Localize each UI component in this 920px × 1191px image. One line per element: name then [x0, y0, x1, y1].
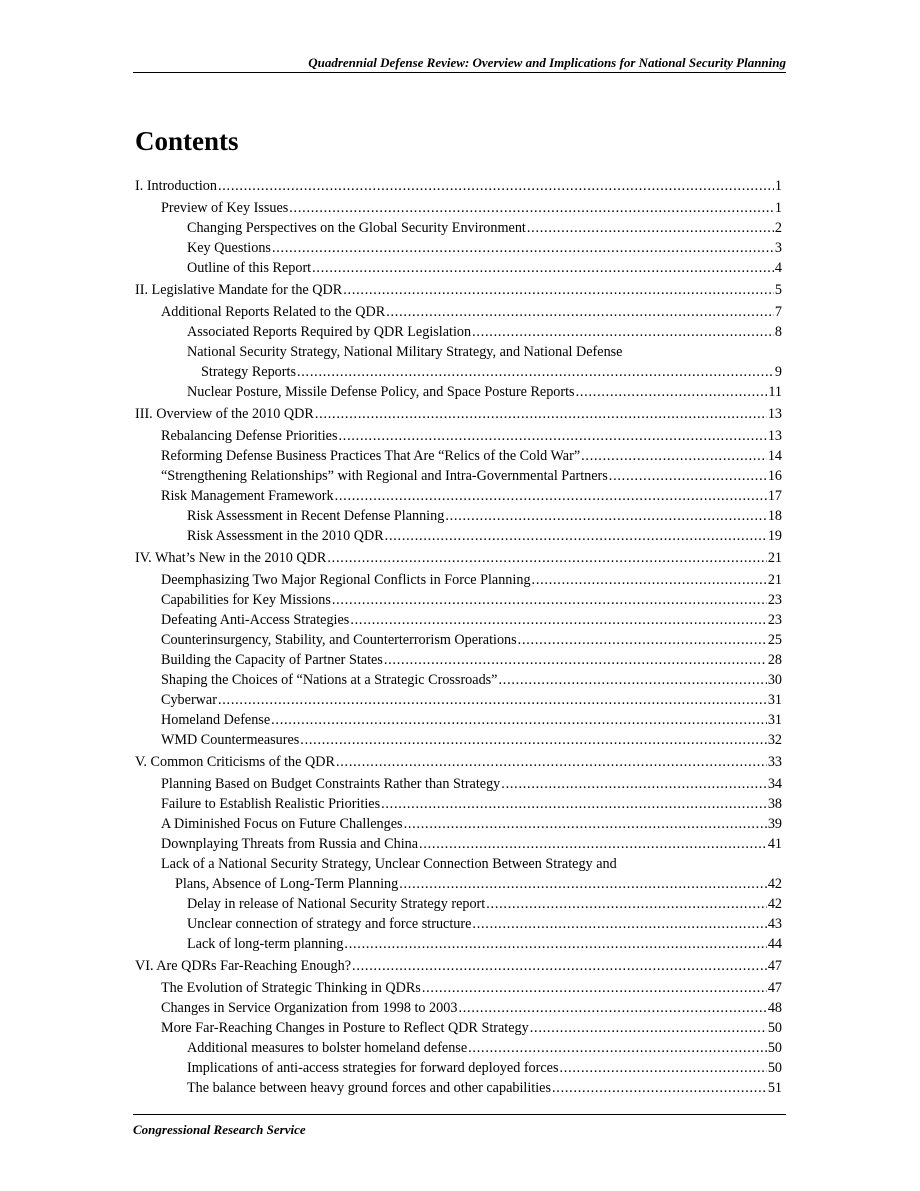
toc-leader-dots [609, 466, 767, 486]
toc-page-number: 38 [767, 796, 782, 812]
toc-entry[interactable] [135, 1078, 782, 1098]
toc-leader-dots [336, 752, 767, 772]
toc-entry[interactable] [135, 258, 782, 278]
toc-entry-label: Deemphasizing Two Major Regional Conflicts in Force Planning [161, 572, 531, 588]
toc-page-number: 39 [767, 816, 782, 832]
toc-entry[interactable] [135, 570, 782, 590]
toc-leader-dots [381, 794, 767, 814]
running-header [133, 54, 786, 73]
toc-entry-label: III. Overview of the 2010 QDR [135, 406, 314, 422]
toc-leader-dots [486, 894, 767, 914]
toc-page-number: 1 [774, 178, 782, 194]
toc-page-number: 51 [767, 1080, 782, 1096]
toc-entry-label: Changes in Service Organization from 1998 to 2003 [161, 1000, 458, 1016]
toc-entry[interactable] [135, 814, 782, 834]
toc-entry[interactable] [135, 934, 782, 954]
toc-page-number: 50 [767, 1020, 782, 1036]
toc-page-number: 7 [774, 304, 782, 320]
toc-page-number: 32 [767, 732, 782, 748]
toc-entry-label: Risk Assessment in the 2010 QDR [187, 528, 384, 544]
footer-publisher: Congressional Research Service [133, 1122, 306, 1137]
toc-page-number: 14 [767, 448, 782, 464]
toc-entry[interactable] [135, 198, 782, 218]
toc-leader-dots [468, 1038, 767, 1058]
toc-page-number: 5 [774, 282, 782, 298]
page-footer [133, 1114, 786, 1139]
toc-page-number: 50 [767, 1060, 782, 1076]
toc-page-number: 33 [767, 754, 782, 770]
toc-entry[interactable] [135, 690, 782, 710]
toc-entry-label: Risk Management Framework [161, 488, 334, 504]
toc-page-number: 1 [774, 200, 782, 216]
toc-entry[interactable] [135, 630, 782, 650]
toc-page-number: 8 [774, 324, 782, 340]
toc-entry[interactable] [135, 506, 782, 526]
toc-page-number: 47 [767, 958, 782, 974]
toc-page-number: 9 [774, 364, 782, 380]
toc-page-number: 11 [768, 384, 782, 400]
toc-entry-label: Strategy Reports [201, 364, 296, 380]
toc-leader-dots [297, 362, 774, 382]
toc-entry[interactable] [135, 280, 782, 300]
toc-entry-label: Key Questions [187, 240, 271, 256]
toc-page-number: 2 [774, 220, 782, 236]
toc-entry-label: Failure to Establish Realistic Priorities [161, 796, 381, 812]
toc-page-number: 21 [767, 550, 782, 566]
toc-entry[interactable] [135, 446, 782, 466]
toc-leader-dots [399, 874, 767, 894]
toc-entry-label: Shaping the Choices of “Nations at a Strategic Crossroads” [161, 672, 498, 688]
toc-page-number: 41 [767, 836, 782, 852]
toc-entry-label: Plans, Absence of Long-Term Planning [175, 876, 399, 892]
toc-entry[interactable] [135, 238, 782, 258]
toc-page-number: 44 [767, 936, 782, 952]
toc-leader-dots [327, 548, 766, 568]
toc-entry-label: VI. Are QDRs Far-Reaching Enough? [135, 958, 352, 974]
toc-entry[interactable] [135, 794, 782, 814]
toc-page-number: 43 [767, 916, 782, 932]
toc-entry[interactable] [135, 404, 782, 424]
toc-entry[interactable] [135, 302, 782, 322]
toc-page-number: 13 [767, 406, 782, 422]
toc-page-number: 13 [767, 428, 782, 444]
toc-leader-dots [472, 322, 774, 342]
toc-entry[interactable] [135, 956, 782, 976]
toc-page-number: 31 [767, 692, 782, 708]
toc-entry[interactable] [135, 650, 782, 670]
toc-entry-label: Additional Reports Related to the QDR [161, 304, 386, 320]
toc-leader-dots [552, 1078, 767, 1098]
toc-entry-label: Additional measures to bolster homeland defense [187, 1040, 468, 1056]
toc-leader-dots [560, 1058, 767, 1078]
toc-entry-label: Rebalancing Defense Priorities [161, 428, 338, 444]
toc-entry[interactable] [135, 978, 782, 998]
page-title: Contents [135, 126, 239, 156]
toc-leader-dots [576, 382, 768, 402]
toc-page-number: 16 [767, 468, 782, 484]
toc-page-number: 3 [774, 240, 782, 256]
toc-entry-label: II. Legislative Mandate for the QDR [135, 282, 343, 298]
toc-leader-dots [472, 914, 766, 934]
toc-entry[interactable] [135, 710, 782, 730]
toc-entry-label: The balance between heavy ground forces and other capabilities [187, 1080, 551, 1096]
toc-leader-dots [581, 446, 767, 466]
toc-entry[interactable] [135, 610, 782, 630]
toc-leader-dots [422, 978, 767, 998]
toc-leader-dots [530, 1018, 767, 1038]
toc-entry[interactable] [135, 998, 782, 1018]
toc-entry[interactable] [135, 526, 782, 546]
toc-entry-label: Risk Assessment in Recent Defense Planning [187, 508, 445, 524]
toc-entry-label: WMD Countermeasures [161, 732, 300, 748]
toc-entry[interactable] [135, 670, 782, 690]
toc-entry-label: Planning Based on Budget Constraints Rather than Strategy [161, 776, 501, 792]
toc-leader-dots [445, 506, 766, 526]
toc-entry-label: I. Introduction [135, 178, 217, 194]
toc-leader-dots [332, 590, 767, 610]
toc-entry-label: Preview of Key Issues [161, 200, 289, 216]
toc-page-number: 30 [767, 672, 782, 688]
toc-entry[interactable] [135, 486, 782, 506]
toc-page-number: 28 [767, 652, 782, 668]
toc-entry-label: National Security Strategy, National Military Strategy, and National Defense [187, 344, 623, 360]
toc-leader-dots [300, 730, 767, 750]
toc-leader-dots [218, 176, 774, 196]
toc-entry-label: The Evolution of Strategic Thinking in QDRs [161, 980, 421, 996]
toc-entry-label: Outline of this Report [187, 260, 312, 276]
toc-entry-label: Lack of a National Security Strategy, Unclear Connection Between Strategy and [161, 856, 617, 872]
toc-leader-dots [344, 934, 766, 954]
toc-page-number: 4 [774, 260, 782, 276]
toc-entry[interactable] [135, 1018, 782, 1038]
toc-leader-dots [498, 670, 766, 690]
toc-entry[interactable] [135, 1038, 782, 1058]
toc-entry[interactable] [135, 590, 782, 610]
toc-leader-dots [218, 690, 767, 710]
toc-entry-label: V. Common Criticisms of the QDR [135, 754, 335, 770]
toc-entry-label: Capabilities for Key Missions [161, 592, 331, 608]
toc-entry[interactable] [135, 854, 782, 894]
toc-leader-dots [315, 404, 767, 424]
toc-entry[interactable] [135, 730, 782, 750]
toc-entry-label: Implications of anti-access strategies for forward deployed forces [187, 1060, 559, 1076]
toc-page-number: 31 [767, 712, 782, 728]
table-of-contents [135, 176, 782, 1098]
toc-page-number: 23 [767, 592, 782, 608]
toc-entry-label: Lack of long-term planning [187, 936, 344, 952]
toc-entry[interactable] [135, 894, 782, 914]
toc-leader-dots [343, 280, 774, 300]
toc-page-number: 17 [767, 488, 782, 504]
toc-entry-label: Associated Reports Required by QDR Legislation [187, 324, 472, 340]
toc-entry[interactable] [135, 548, 782, 568]
toc-leader-dots [339, 426, 767, 446]
toc-entry-label: Cyberwar [161, 692, 217, 708]
toc-page-number: 42 [767, 896, 782, 912]
toc-leader-dots [501, 774, 767, 794]
toc-page-number: 34 [767, 776, 782, 792]
toc-entry[interactable] [135, 774, 782, 794]
toc-page-number: 21 [767, 572, 782, 588]
toc-entry-label: Reforming Defense Business Practices That Are “Relics of the Cold War” [161, 448, 581, 464]
toc-entry-label: Nuclear Posture, Missile Defense Policy, and Space Posture Reports [187, 384, 575, 400]
toc-leader-dots [527, 218, 774, 238]
toc-entry-label: Counterinsurgency, Stability, and Counterterrorism Operations [161, 632, 517, 648]
toc-entry[interactable] [135, 914, 782, 934]
toc-leader-dots [272, 238, 774, 258]
toc-entry-label: Unclear connection of strategy and force structure [187, 916, 472, 932]
toc-page-number: 23 [767, 612, 782, 628]
toc-leader-dots [352, 956, 767, 976]
toc-entry[interactable] [135, 752, 782, 772]
toc-entry[interactable] [135, 342, 782, 382]
toc-page-number: 19 [767, 528, 782, 544]
toc-leader-dots [384, 650, 767, 670]
toc-entry-label: Defeating Anti-Access Strategies [161, 612, 350, 628]
toc-entry[interactable] [135, 322, 782, 342]
toc-entry[interactable] [135, 834, 782, 854]
toc-page-number: 48 [767, 1000, 782, 1016]
toc-leader-dots [458, 998, 766, 1018]
toc-entry[interactable] [135, 466, 782, 486]
toc-leader-dots [350, 610, 766, 630]
toc-entry[interactable] [135, 218, 782, 238]
toc-page-number: 50 [767, 1040, 782, 1056]
toc-entry-label: IV. What’s New in the 2010 QDR [135, 550, 327, 566]
toc-leader-dots [312, 258, 774, 278]
toc-leader-dots [335, 486, 767, 506]
toc-page-number: 25 [767, 632, 782, 648]
toc-entry-label: A Diminished Focus on Future Challenges [161, 816, 403, 832]
toc-page-number: 47 [767, 980, 782, 996]
toc-entry-label: Homeland Defense [161, 712, 271, 728]
toc-entry-label: More Far-Reaching Changes in Posture to Reflect QDR Strategy [161, 1020, 529, 1036]
toc-leader-dots [271, 710, 767, 730]
toc-entry[interactable] [135, 382, 782, 402]
toc-entry-label: Downplaying Threats from Russia and China [161, 836, 419, 852]
running-title: Quadrennial Defense Review: Overview and Implications for National Security Planning [308, 55, 786, 70]
toc-leader-dots [404, 814, 767, 834]
toc-entry-label: “Strengthening Relationships” with Regional and Intra-Governmental Partners [161, 468, 608, 484]
toc-leader-dots [386, 302, 774, 322]
toc-leader-dots [289, 198, 774, 218]
toc-leader-dots [419, 834, 767, 854]
toc-page-number: 42 [767, 876, 782, 892]
toc-page-number: 18 [767, 508, 782, 524]
toc-entry[interactable] [135, 426, 782, 446]
toc-entry-label: Changing Perspectives on the Global Security Environment [187, 220, 526, 236]
toc-leader-dots [532, 570, 767, 590]
toc-entry-label: Delay in release of National Security Strategy report [187, 896, 486, 912]
toc-leader-dots [518, 630, 767, 650]
toc-entry-label: Building the Capacity of Partner States [161, 652, 383, 668]
toc-leader-dots [385, 526, 767, 546]
toc-entry[interactable] [135, 1058, 782, 1078]
toc-entry[interactable] [135, 176, 782, 196]
